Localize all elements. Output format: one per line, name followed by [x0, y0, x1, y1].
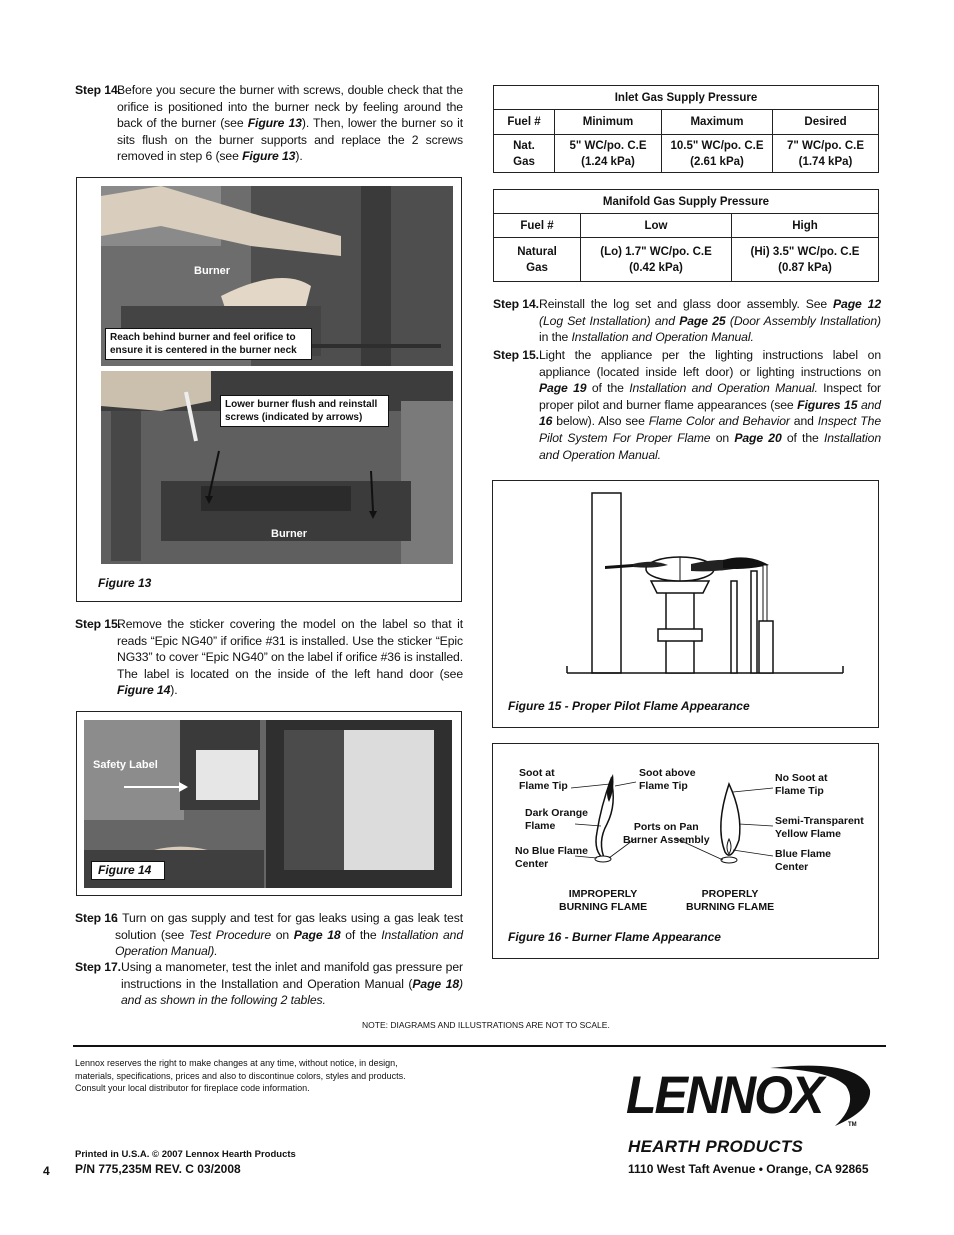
- step-text-italic: (Door Assembly Installation): [729, 313, 881, 328]
- step-label: Step 15.: [493, 348, 539, 362]
- logo-tm: TM: [848, 1122, 857, 1128]
- step-text: ). Then, lower the burner so it sits flush on the burner supports and replace the 2 screws removed in step 6 (see: [117, 116, 463, 164]
- burner-label-bottom: Burner: [271, 528, 308, 540]
- label-no-soot: No Soot at Flame Tip: [775, 772, 828, 797]
- table-cell: Nat. Gas: [494, 135, 555, 173]
- step-17-manometer: [75, 959, 463, 1009]
- table-header: Fuel #: [494, 110, 555, 135]
- step-text-italic: Installation and Operation Manual).: [115, 927, 463, 959]
- label-semi-transparent: Semi-Transparent Yellow Flame: [775, 815, 864, 840]
- page-ref: Page 25: [679, 313, 726, 328]
- step-14-reinstall: [493, 296, 881, 346]
- figure-14-box: [76, 711, 462, 896]
- logo-wordmark: LENNOX: [626, 1065, 823, 1125]
- step-14-burner: [75, 82, 463, 165]
- step-16-gas-leak: [75, 910, 463, 960]
- step-15-light-appliance: [493, 347, 881, 463]
- step-label: Step 14.: [75, 83, 121, 97]
- step-text: below). Also see: [552, 414, 649, 429]
- step-label: Step 16: [75, 911, 118, 925]
- figure-ref: Figure 13: [242, 149, 296, 164]
- blue-center: [727, 839, 731, 854]
- step-text: on: [710, 430, 735, 445]
- page-ref: Page 19: [539, 381, 587, 396]
- step-text-italic: Test Procedure: [188, 927, 272, 942]
- step-text: on: [271, 927, 294, 942]
- step-text: . Turn on gas supply and test for gas leaks using a gas leak test solution (see: [115, 911, 463, 942]
- photo-safety-label: [84, 720, 452, 888]
- manifold-pressure-table: [493, 189, 879, 282]
- table-cell: Natural Gas: [494, 238, 581, 282]
- table-header: Desired: [773, 110, 879, 135]
- label-soot-at-tip: Soot at Flame Tip: [519, 767, 568, 792]
- figure-ref: 16: [539, 414, 553, 429]
- photo-lower-burner: [101, 371, 453, 564]
- label-properly: PROPERLY BURNING FLAME: [686, 888, 775, 913]
- step-text: Inspect for proper pilot and burner flame appearances (see: [539, 381, 882, 412]
- table-cell: 7" WC/po. C.E (1.74 kPa): [773, 135, 879, 173]
- step-text: Reinstall the log set and glass door assembly. See: [539, 297, 833, 311]
- callout-lower-burner: Lower burner flush and reinstall screws (indicated by arrows): [220, 395, 389, 427]
- table-header: Maximum: [662, 110, 773, 135]
- table-title: Manifold Gas Supply Pressure: [494, 190, 879, 214]
- figure-16-box: [492, 743, 879, 959]
- step-text-italic: and: [860, 397, 881, 412]
- step-text-italic: Installation and Operation Manual.: [629, 381, 818, 396]
- burner-label-top: Burner: [194, 265, 231, 277]
- step-text: Remove the sticker covering the model on the label so that it reads “Epic NG40” if orifice #31 is installed. Use the sticker “Epic NG33” to cover “Epic NG40” on the label if orifice #36 is installed. The label is located on the inside of the left hand door (see: [117, 617, 463, 681]
- callout-feel-orifice: Reach behind burner and feel orifice to ensure it is centered in the burner neck: [105, 328, 312, 360]
- step-text: ) and as shown in the following 2 tables.: [121, 976, 463, 1008]
- step-15-sticker: [75, 616, 463, 699]
- scale-note: NOTE: DIAGRAMS AND ILLUSTRATIONS ARE NOT TO SCALE.: [362, 1020, 610, 1030]
- safety-label-text: Safety Label: [93, 759, 158, 771]
- figure-13-box: [76, 177, 462, 602]
- table-cell: 5" WC/po. C.E (1.24 kPa): [555, 135, 662, 173]
- page-ref: Page 12: [833, 297, 881, 311]
- figure-ref: Figure 13: [247, 116, 302, 131]
- label-no-blue-center: No Blue Flame Center: [515, 845, 588, 870]
- address: 1110 West Taft Avenue • Orange, CA 92865: [628, 1162, 869, 1176]
- part-number: P/N 775,235M REV. C 03/2008: [75, 1162, 241, 1176]
- printed-line: Printed in U.S.A. © 2007 Lennox Hearth Products: [75, 1149, 296, 1160]
- step-text: ).: [295, 149, 303, 164]
- thermocouple: [731, 581, 737, 673]
- footer-disclaimer: Lennox reserves the right to make changes at any time, without notice, in design, materials, specifications, prices and also to discontinue colors, styles and products. Consult your local distributor for fireplace code information.: [75, 1058, 406, 1093]
- table-cell: 10.5" WC/po. C.E (2.61 kPa): [662, 135, 773, 173]
- page-ref: Page 20: [734, 430, 782, 445]
- figure-16-caption: Figure 16 - Burner Flame Appearance: [508, 930, 721, 944]
- step-label: Step 14.: [493, 297, 539, 311]
- step-text: Light the appliance per the lighting instructions label on appliance (located inside left door) or lighting instructions on: [539, 348, 881, 379]
- step-text: and: [789, 414, 818, 429]
- figure-15-box: [492, 480, 879, 728]
- pilot-bracket: [592, 493, 621, 673]
- table-cell: (Lo) 1.7" WC/po. C.E (0.42 kPa): [581, 238, 732, 282]
- step-text: of the: [586, 381, 630, 396]
- label-dark-orange: Dark Orange Flame: [525, 807, 589, 832]
- step-text: in the: [539, 330, 572, 345]
- label-ports: Ports on Pan Burner Assembly: [623, 821, 710, 846]
- page-ref: Page 18: [412, 976, 460, 991]
- step-label: Step 17.: [75, 960, 121, 974]
- inlet-pressure-table: [493, 85, 879, 173]
- step-text: Using a manometer, test the inlet and manifold gas pressure per instructions in the Installation and Operation Manual (: [121, 960, 463, 991]
- lennox-logo: [620, 1060, 880, 1140]
- label-improperly: IMPROPERLY BURNING FLAME: [559, 888, 648, 913]
- figure-ref: Figure 14: [117, 683, 171, 698]
- page-number: 4: [43, 1164, 50, 1178]
- pilot-flame-illustration: [493, 481, 877, 681]
- step-text-italic: Installation and Operation Manual.: [571, 330, 754, 345]
- step-text-italic: (Log Set Installation) and: [539, 313, 680, 328]
- figure-15-caption: Figure 15 - Proper Pilot Flame Appearance: [508, 699, 750, 713]
- table-header: High: [732, 214, 879, 238]
- figure-13-caption: Figure 13: [98, 576, 152, 590]
- step-text-italic: Inspect The Pilot System For Proper Flame: [539, 414, 881, 445]
- thermopile: [751, 571, 757, 673]
- table-cell: (Hi) 3.5" WC/po. C.E (0.87 kPa): [732, 238, 879, 282]
- step-text: ).: [170, 683, 178, 698]
- caption-text: Figure 14: [98, 863, 152, 877]
- table-header: Minimum: [555, 110, 662, 135]
- step-text: of the: [781, 430, 824, 445]
- figure-14-caption: [91, 861, 165, 880]
- step-text: Before you secure the burner with screws, double check that the orifice is positioned into the burner neck by feeling around the back of the burner (see: [117, 83, 463, 131]
- footer-rule: [73, 1045, 886, 1047]
- hearth-products: HEARTH PRODUCTS: [628, 1137, 804, 1156]
- label-soot-above-tip: Soot above Flame Tip: [639, 767, 696, 792]
- step-label: Step 15.: [75, 617, 121, 631]
- photo-reaching-behind-burner: [101, 186, 453, 366]
- page-ref: Page 18: [293, 927, 341, 942]
- table-header: Fuel #: [494, 214, 581, 238]
- label-blue-center: Blue Flame Center: [775, 848, 832, 873]
- table-header: Low: [581, 214, 732, 238]
- step-text: of the: [340, 927, 382, 942]
- figure-ref: Figures 15: [797, 397, 858, 412]
- table-title: Inlet Gas Supply Pressure: [494, 86, 879, 110]
- step-text-italic: Installation and Operation Manual.: [539, 430, 882, 462]
- step-text-italic: Flame Color and Behavior: [648, 414, 790, 429]
